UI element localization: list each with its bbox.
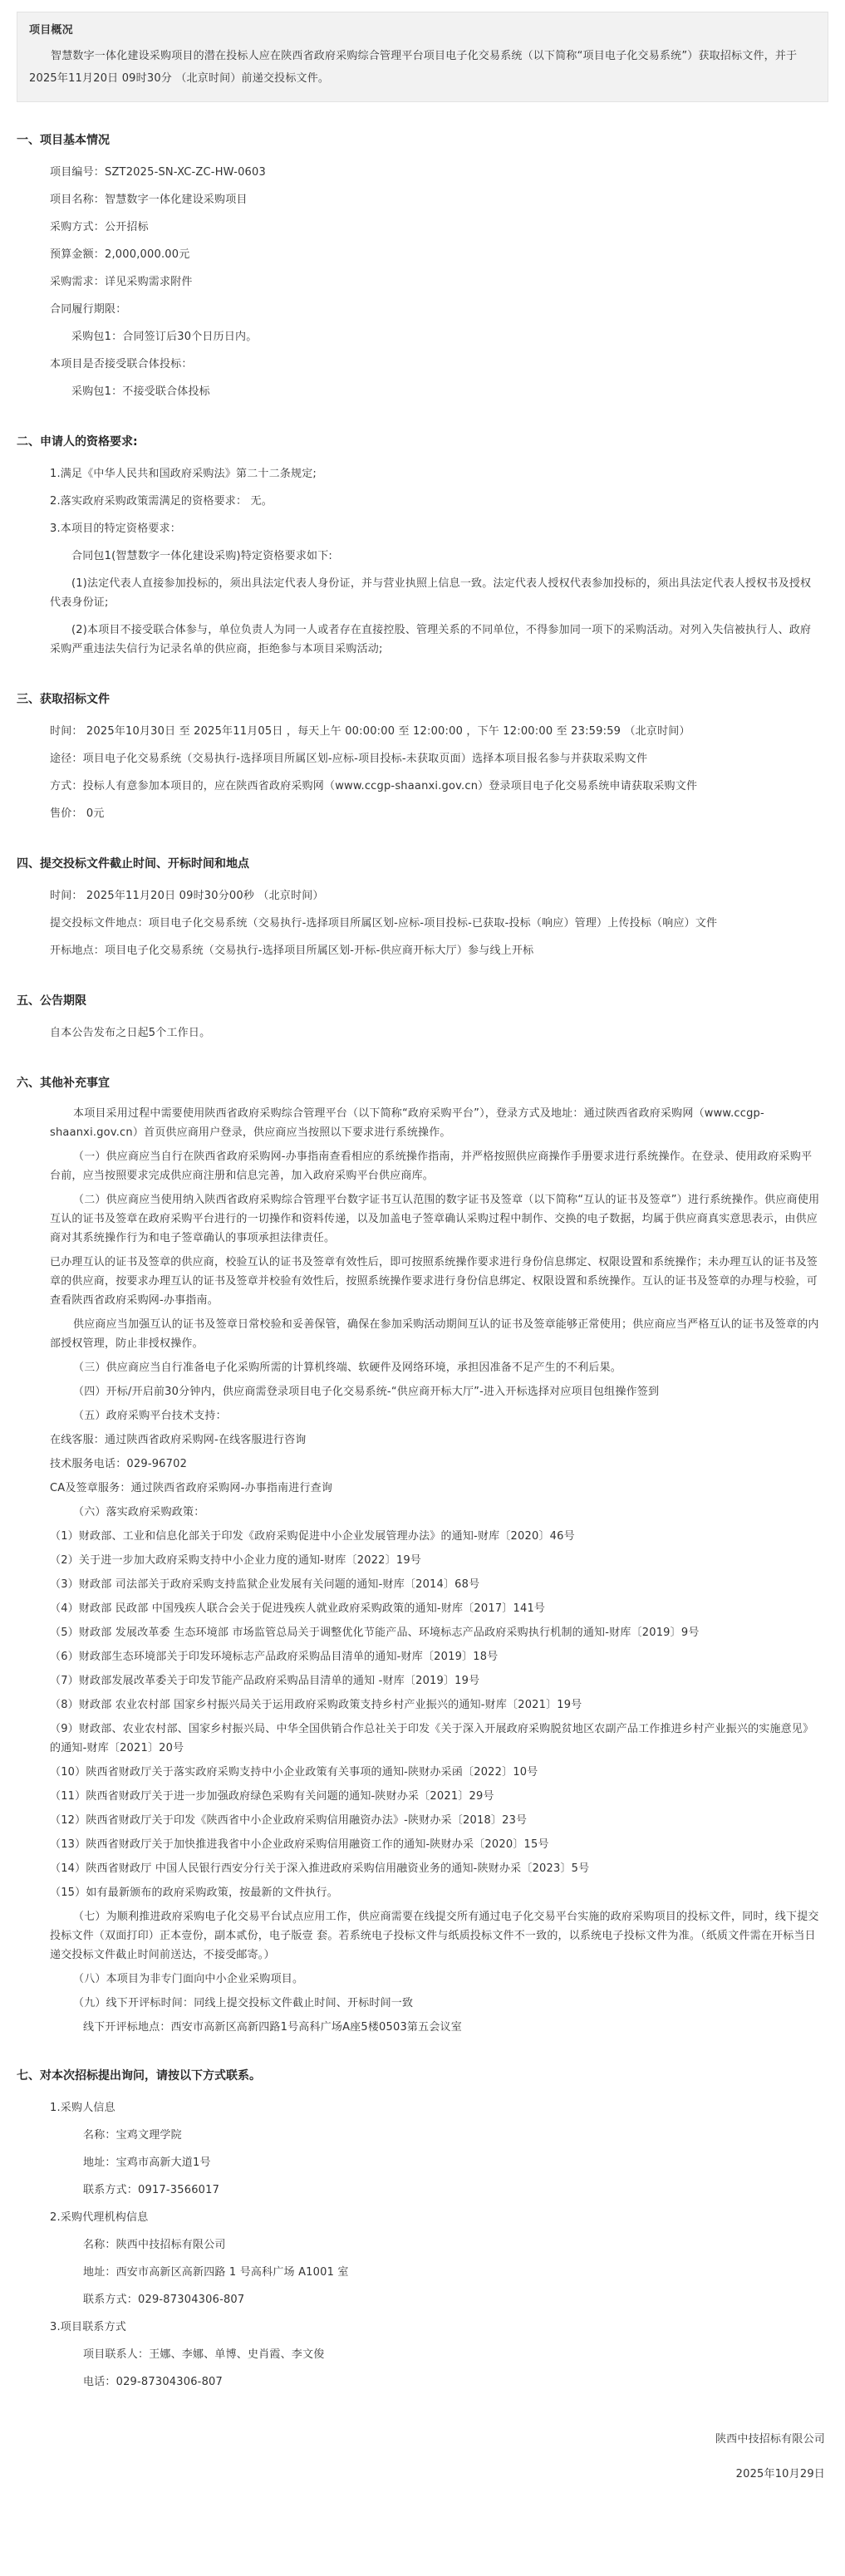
section-deadline — [8, 827, 837, 964]
policy-item: （6）财政部生态环境部关于印发环境标志产品政府采购品目清单的通知-财库〔2019〕18号 — [50, 1651, 499, 1663]
policy-item: （5）财政部 发展改革委 生态环境部 市场监管总局关于调整优化节能产品、环境标志产品政府采购执行机制的通知-财库〔2019〕9号 — [50, 1627, 700, 1639]
agency-name: 名称：陕西中技招标有限公司 — [83, 2239, 226, 2251]
announcement-page — [0, 12, 845, 2488]
project-number: 项目编号：SZT2025-SN-XC-ZC-HW-0603 — [50, 166, 266, 179]
section-title: 五、公告期限 — [17, 994, 86, 1008]
agency-heading: 2.采购代理机构信息 — [50, 2211, 149, 2224]
buyer-heading: 1.采购人信息 — [50, 2102, 115, 2114]
policy-item: （12）陕西省财政厅关于印发《陕西省中小企业政府采购信用融资办法》-陕财办采〔2018〕23号 — [50, 1814, 528, 1827]
policy-item: （13）陕西省财政厅关于加快推进我省中小企业政府采购信用融资工作的通知-陕财办采〔2020〕15号 — [50, 1838, 549, 1851]
section-get-documents — [8, 663, 837, 827]
procurement-requirement: 采购需求：详见采购需求附件 — [50, 276, 193, 288]
project-name: 项目名称：智慧数字一体化建设采购项目 — [50, 194, 248, 206]
other-paragraph: 已办理互认的证书及签章的供应商，校验互认的证书及签章有效性后，即可按照系统操作要求进行身份信息绑定、权限设置和系统操作；未办理互认的证书及签章的供应商，按要求办理互认的证书及签章并校验有效性后，按照系统操作要求进行身份信息绑定、权限设置和系统操作。互认的证书及签章的办理与校验，可查看陕西省政府采购网-办事指南。 — [50, 1256, 818, 1307]
summary-title: 项目概况 — [29, 24, 73, 37]
qualification-item: 2.落实政府采购政策需满足的资格要求： 无。 — [50, 495, 273, 508]
get-price: 售价： 0元 — [50, 807, 105, 820]
contact-persons: 项目联系人：王娜、李娜、单博、史肖霞、李文俊 — [83, 2348, 325, 2361]
get-method: 方式：投标人有意参加本项目的，应在陕西省政府采购网（www.ccgp-shaanxi.gov.cn）登录项目电子化交易系统申请获取采购文件 — [50, 780, 698, 792]
policy-item: （2）关于进一步加大政府采购支持中小企业力度的通知-财库〔2022〕19号 — [50, 1554, 421, 1567]
get-time: 时间： 2025年10月30日 至 2025年11月05日 ，每天上午 00:00:00 至 12:00:00 ，下午 12:00:00 至 23:59:59 （北京时间） — [50, 725, 690, 738]
notice-period: 自本公告发布之日起5个工作日。 — [50, 1027, 211, 1039]
policy-item: （4）财政部 民政部 中国残疾人联合会关于促进残疾人就业政府采购政策的通知-财库〔2017〕141号 — [50, 1602, 546, 1615]
buyer-phone: 联系方式：0917-3566017 — [83, 2184, 220, 2196]
other-paragraph: 供应商应当加强互认的证书及签章日常校验和妥善保管，确保在参加采购活动期间互认的证书及签章能够正常使用；供应商应当严格互认的证书及签章的内部授权管理，防止非授权操作。 — [50, 1318, 819, 1350]
opening-location: 开标地点：项目电子化交易系统（交易执行-选择项目所属区划-开标-供应商开标大厅）参与线上开标 — [50, 945, 534, 957]
other-paragraph: 线下开评标地点：西安市高新区高新四路1号高科广场A座5楼0503第五会议室 — [83, 2021, 462, 2034]
contact-heading: 3.项目联系方式 — [50, 2321, 127, 2333]
get-channel: 途径：项目电子化交易系统（交易执行-选择项目所属区划-应标-项目投标-未获取页面）选择本项目报名参与并获取采购文件 — [50, 753, 648, 765]
budget-amount: 预算金额：2,000,000.00元 — [50, 248, 190, 261]
section-notice-period — [8, 964, 837, 1047]
signature-org: 陕西中技招标有限公司 — [715, 2433, 825, 2446]
project-summary-box — [17, 12, 828, 102]
qualification-item: (1)法定代表人直接参加投标的，须出具法定代表人身份证，并与营业执照上信息一致。法定代表人授权代表参加投标的，须出具法定代表人授权书及授权代表身份证; — [50, 577, 812, 609]
policy-item: （3）财政部 司法部关于政府采购支持监狱企业发展有关问题的通知-财库〔2014〕68号 — [50, 1578, 480, 1591]
section-other-matters — [8, 1047, 837, 2039]
section-contact — [8, 2039, 837, 2396]
policy-item: （7）财政部发展改革委关于印发节能产品政府采购品目清单的通知 -财库〔2019〕19号 — [50, 1675, 480, 1687]
consortium-value: 采购包1：不接受联合体投标 — [71, 385, 210, 398]
section-title: 四、提交投标文件截止时间、开标时间和地点 — [17, 857, 249, 871]
other-paragraph: （八）本项目为非专门面向中小企业采购项目。 — [73, 1973, 304, 1985]
policy-item: （1）财政部、工业和信息化部关于印发《政府采购促进中小企业发展管理办法》的通知-财库〔2020〕46号 — [50, 1530, 575, 1543]
policy-item: （11）陕西省财政厅关于进一步加强政府绿色采购有关问题的通知-陕财办采〔2021〕29号 — [50, 1790, 494, 1803]
other-paragraph: （六）落实政府采购政策： — [73, 1506, 205, 1519]
agency-address: 地址：西安市高新区高新四路 1 号高科广场 A1001 室 — [83, 2266, 349, 2279]
contact-phone: 电话：029-87304306-807 — [83, 2376, 223, 2388]
agency-phone: 联系方式：029-87304306-807 — [83, 2294, 245, 2306]
policy-item: （14）陕西省财政厅 中国人民银行西安分行关于深入推进政府采购信用融资业务的通知-陕财办采〔2023〕5号 — [50, 1862, 590, 1875]
other-paragraph: （七）为顺利推进政府采购电子化交易平台试点应用工作，供应商需要在线提交所有通过电子化交易平台实施的政府采购项目的投标文件，同时，线下提交投标文件（双面打印）正本壹份，副本贰份，电子版壹 套。若系统电子投标文件与纸质投标文件不一致的，以系统电子投标文件为准。（纸质文件需在开标当日递交投标文件截止时间前送达，不接受邮寄。） — [50, 1911, 819, 1961]
other-paragraph: CA及签章服务：通过陕西省政府采购网-办事指南进行查询 — [50, 1482, 333, 1494]
signature-date: 2025年10月29日 — [735, 2468, 825, 2480]
buyer-address: 地址：宝鸡市高新大道1号 — [83, 2156, 211, 2169]
section-title: 七、对本次招标提出询问，请按以下方式联系。 — [17, 2069, 261, 2083]
other-paragraph: 技术服务电话：029-96702 — [50, 1458, 188, 1470]
contract-period-value: 采购包1：合同签订后30个日历日内。 — [71, 331, 258, 343]
policy-item: （10）陕西省财政厅关于落实政府采购支持中小企业政策有关事项的通知-陕财办采函〔2022〕10号 — [50, 1766, 538, 1779]
other-paragraph: （一）供应商应当自行在陕西省政府采购网-办事指南查看相应的系统操作指南，并严格按照供应商操作手册要求进行系统操作。在登录、使用政府采购平台前，应当按照要求完成供应商注册和信息完善，加入政府采购平台供应商库。 — [50, 1151, 813, 1182]
qualification-item: 3.本项目的特定资格要求： — [50, 523, 182, 535]
policy-item: （8）财政部 农业农村部 国家乡村振兴局关于运用政府采购政策支持乡村产业振兴的通知-财库〔2021〕19号 — [50, 1699, 582, 1711]
submission-location: 提交投标文件地点：项目电子化交易系统（交易执行-选择项目所属区划-应标-项目投标-已获取-投标（响应）管理）上传投标（响应）文件 — [50, 917, 718, 930]
other-paragraph: 本项目采用过程中需要使用陕西省政府采购综合管理平台（以下简称“政府采购平台”），登录方式及地址：通过陕西省政府采购网（www.ccgp-shaanxi.gov.cn）首页供应商用户登录，供应商应当按照以下要求进行系统操作。 — [50, 1107, 764, 1139]
buyer-name: 名称：宝鸡文理学院 — [83, 2129, 182, 2142]
summary-text: 智慧数字一体化建设采购项目的潜在投标人应在陕西省政府采购综合管理平台项目电子化交易系统（以下简称“项目电子化交易系统”）获取招标文件，并于 2025年11月20日 09时30分 （北京时间）前递交投标文件。 — [29, 50, 801, 85]
policy-item: （9）财政部、农业农村部、国家乡村振兴局、中华全国供销合作总社关于印发《关于深入开展政府采购脱贫地区农副产品工作推进乡村产业振兴的实施意见》的通知-财库〔2021〕20号 — [50, 1723, 814, 1754]
other-paragraph: （二）供应商应当使用纳入陕西省政府采购综合管理平台数字证书互认范围的数字证书及签章（以下简称“互认的证书及签章”）进行系统操作。供应商使用互认的证书及签章在政府采购平台进行的一切操作和资料传递，以及加盖电子签章确认采购过程中制作、交换的电子数据，均属于供应商真实意思表示，由供应商对其系统操作行为和电子签章确认的事项承担法律责任。 — [50, 1194, 820, 1244]
consortium-label: 本项目是否接受联合体投标： — [50, 358, 193, 370]
qualification-item: 1.满足《中华人民共和国政府采购法》第二十二条规定; — [50, 468, 317, 480]
qualification-item: (2)本项目不接受联合体参与，单位负责人为同一人或者存在直接控股、管理关系的不同单位，不得参加同一项下的采购活动。对列入失信被执行人、政府采购严重违法失信行为记录名单的供应商，拒绝参与本项目采购活动; — [50, 624, 812, 655]
deadline-time: 时间： 2025年11月20日 09时30分00秒 （北京时间） — [50, 890, 324, 902]
other-paragraph: （九）线下开评标时间：同线上提交投标文件截止时间、开标时间一致 — [73, 1997, 414, 2009]
contract-period-label: 合同履行期限： — [50, 303, 127, 316]
section-title: 三、获取招标文件 — [17, 693, 110, 706]
qualification-item: 合同包1(智慧数字一体化建设采购)特定资格要求如下: — [71, 550, 332, 562]
other-paragraph: （五）政府采购平台技术支持： — [73, 1410, 227, 1422]
section-basic-info — [8, 110, 837, 405]
signature-block — [8, 2396, 837, 2488]
procurement-method: 采购方式：公开招标 — [50, 221, 149, 233]
policy-item: （15）如有最新颁布的政府采购政策，按最新的文件执行。 — [50, 1887, 338, 1899]
section-title: 六、其他补充事宜 — [17, 1077, 110, 1090]
section-title: 二、申请人的资格要求: — [17, 435, 138, 449]
section-title: 一、项目基本情况 — [17, 134, 110, 147]
section-qualification — [8, 405, 837, 663]
other-paragraph: 在线客服：通过陕西省政府采购网-在线客服进行咨询 — [50, 1434, 307, 1446]
other-paragraph: （四）开标/开启前30分钟内，供应商需登录项目电子化交易系统-“供应商开标大厅”-进入开标选择对应项目包组操作签到 — [73, 1386, 660, 1398]
other-paragraph: （三）供应商应当自行准备电子化采购所需的计算机终端、软硬件及网络环境，承担因准备不足产生的不利后果。 — [73, 1362, 622, 1374]
